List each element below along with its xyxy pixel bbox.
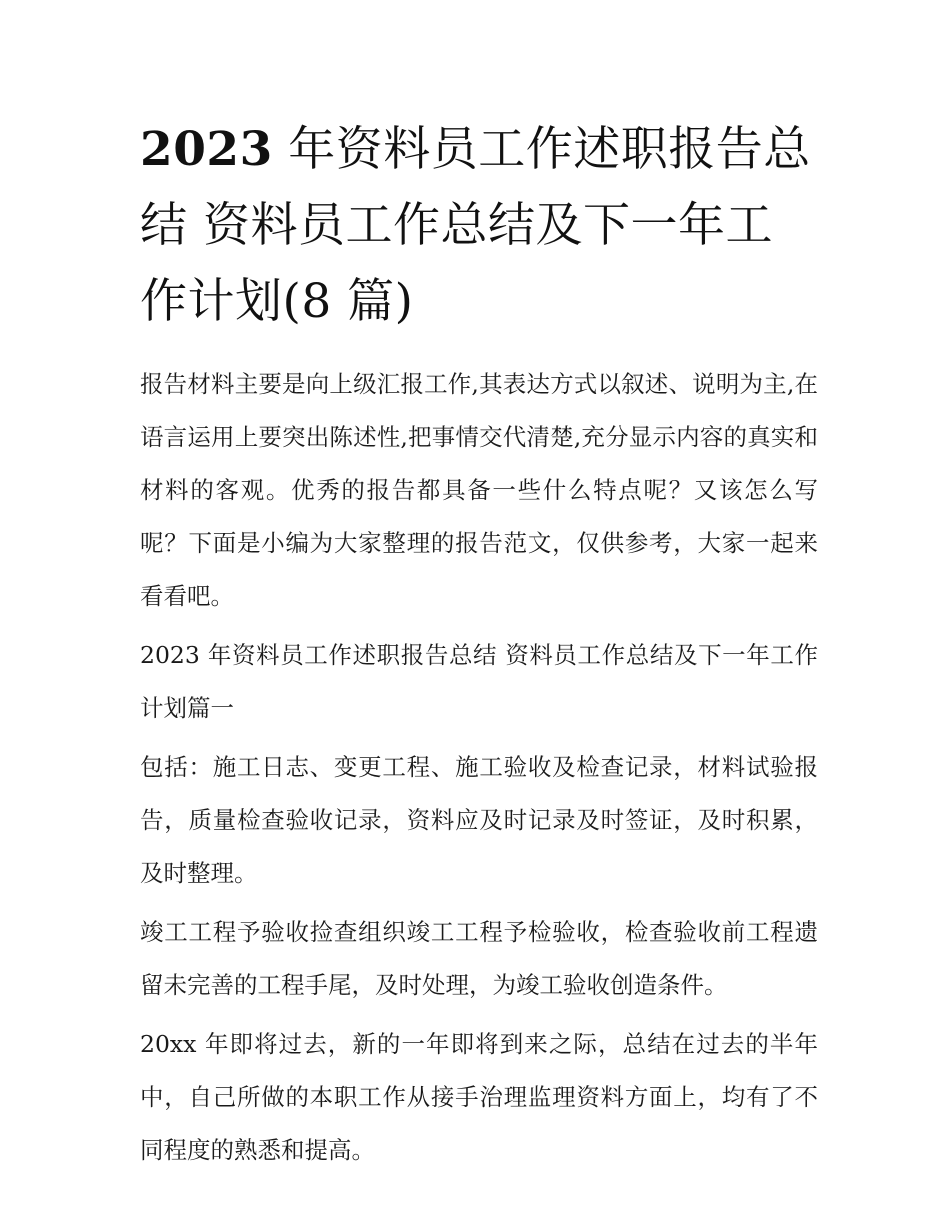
document-page bbox=[140, 112, 818, 1183]
section-heading: 2023 年资料员工作述职报告总结 资料员工作总结及下一年工作计划篇一 bbox=[140, 641, 818, 722]
intro-paragraph: 报告材料主要是向上级汇报工作,其表达方式以叙述、说明为主,在语言运用上要突出陈述性,把事情交代清楚,充分显示内容的真实和材料的客观。优秀的报告都具备一些什么特点呢？又该怎么写呢？下面是小编为大家整理的报告范文，仅供参考，大家一起来看看吧。 bbox=[140, 370, 818, 610]
body-paragraph: 20xx 年即将过去，新的一年即将到来之际，总结在过去的半年中，自己所做的本职工作从接手治理监理资料方面上，均有了不同程度的熟悉和提高。 bbox=[140, 1030, 818, 1164]
body-paragraph: 包括：施工日志、变更工程、施工验收及检查记录，材料试验报告，质量检查验收记录，资料应及时记录及时签证，及时积累，及时整理。 bbox=[140, 753, 818, 887]
document-title bbox=[140, 112, 818, 340]
title-year: 2023 bbox=[140, 122, 273, 177]
body-paragraph: 竣工工程予验收捡查组织竣工工程予检验收，检查验收前工程遗留未完善的工程手尾，及时处理，为竣工验收创造条件。 bbox=[140, 918, 818, 999]
title-text: 年资料员工作述职报告总结 资料员工作总结及下一年工作计划(8 篇) bbox=[140, 122, 811, 329]
